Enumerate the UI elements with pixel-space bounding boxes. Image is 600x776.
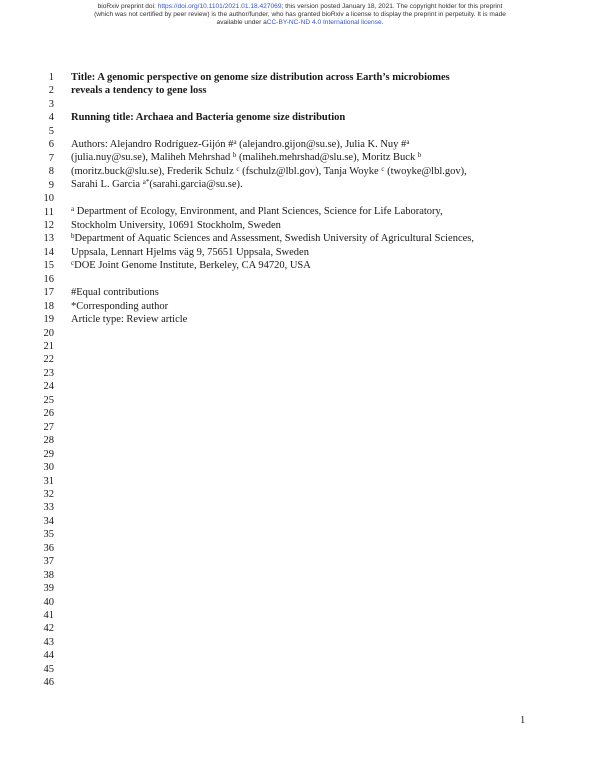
line-number: 40 bbox=[43, 596, 54, 608]
corresponding-author-note: *Corresponding author bbox=[71, 301, 169, 312]
line-number: 46 bbox=[43, 677, 54, 689]
affiliation-text: Department of Ecology, Environment, and Plant Sciences, Science for Life Laboratory, bbox=[74, 206, 443, 217]
doi-link[interactable]: https://doi.org/10.1101/2021.01.18.427069 bbox=[157, 3, 282, 10]
line-number: 26 bbox=[43, 408, 54, 420]
line-number: 41 bbox=[43, 610, 54, 621]
line-number: 11 bbox=[43, 206, 54, 218]
line-number: 16 bbox=[43, 273, 54, 285]
line-number: 39 bbox=[43, 583, 54, 595]
line-number: 9 bbox=[48, 179, 54, 191]
line-number: 15 bbox=[43, 260, 54, 272]
header-text: . bbox=[381, 19, 384, 27]
article-type: Article type: Review article bbox=[71, 314, 188, 325]
line-number: 20 bbox=[43, 327, 54, 339]
line-number: 19 bbox=[43, 314, 54, 326]
author-text: Sarahi L. Garcia bbox=[71, 179, 143, 190]
author-text: (maliheh.mehrshad@slu.se), Moritz Buck bbox=[236, 152, 418, 163]
preprint-header bbox=[0, 3, 600, 28]
line-number: 42 bbox=[43, 623, 54, 635]
line-number: 13 bbox=[43, 233, 54, 245]
line-number: 35 bbox=[43, 529, 54, 541]
authors-line-1 bbox=[71, 139, 409, 151]
line-number: 36 bbox=[43, 542, 54, 554]
author-text: (fschulz@lbl.gov), Tanja Woyke bbox=[239, 166, 382, 177]
line-number: 21 bbox=[43, 341, 54, 352]
license-link[interactable]: CC-BY-NC-ND 4.0 International license bbox=[266, 19, 382, 27]
line-number: 29 bbox=[43, 448, 54, 460]
affiliation-marker: b bbox=[417, 151, 422, 159]
affiliation-a-line-1 bbox=[71, 206, 443, 218]
affiliation-marker: c bbox=[381, 165, 385, 173]
line-number: 32 bbox=[43, 488, 54, 500]
author-text: (sarahi.garcia@su.se). bbox=[149, 179, 243, 190]
title-line-2: reveals a tendency to gene loss bbox=[71, 85, 207, 96]
author-text: Authors: Alejandro Rodríguez-Gijón # bbox=[71, 139, 234, 150]
header-text: available under a bbox=[216, 19, 267, 27]
line-number: 12 bbox=[43, 219, 54, 231]
header-text: bioRxiv preprint doi: bbox=[97, 3, 158, 10]
line-number: 31 bbox=[43, 475, 54, 487]
line-number: 18 bbox=[43, 300, 54, 312]
author-text: (twoyke@lbl.gov), bbox=[384, 166, 467, 177]
affiliation-a-line-2: Stockholm University, 10691 Stockholm, Sweden bbox=[71, 220, 281, 231]
line-number: 45 bbox=[43, 663, 54, 675]
line-number: 6 bbox=[48, 139, 54, 151]
line-number: 4 bbox=[48, 112, 54, 124]
title-line-1: Title: A genomic perspective on genome size distribution across Earth’s microbiomes bbox=[71, 72, 450, 83]
line-number: 10 bbox=[43, 193, 54, 205]
authors-line-3 bbox=[71, 166, 467, 178]
line-number: 7 bbox=[48, 152, 54, 164]
authors-line-4 bbox=[71, 179, 243, 191]
affiliation-b-line-1 bbox=[71, 233, 474, 245]
line-number: 2 bbox=[48, 85, 54, 97]
header-text: ; this version posted January 18, 2021. The copyright holder for this preprint bbox=[281, 3, 503, 10]
affiliation-marker: a bbox=[71, 205, 75, 213]
line-number: 34 bbox=[43, 515, 54, 527]
running-title: Running title: Archaea and Bacteria genome size distribution bbox=[71, 112, 346, 123]
line-number: 37 bbox=[43, 556, 54, 568]
line-number: 23 bbox=[43, 367, 54, 379]
line-number: 38 bbox=[43, 569, 54, 581]
line-number: 25 bbox=[43, 394, 54, 406]
line-number: 14 bbox=[43, 246, 54, 258]
affiliation-text: DOE Joint Genome Institute, Berkeley, CA 94720, USA bbox=[74, 260, 311, 271]
author-text: (julia.nuy@su.se), Maliheh Mehrshad bbox=[71, 152, 233, 163]
line-number: 22 bbox=[43, 354, 54, 366]
affiliation-marker: a bbox=[233, 138, 237, 146]
affiliation-c-line-1 bbox=[71, 260, 311, 272]
header-line-3 bbox=[0, 19, 600, 27]
line-number: 28 bbox=[43, 435, 54, 447]
line-number: 33 bbox=[43, 502, 54, 514]
author-text: (alejandro.gijon@su.se), Julia K. Nuy # bbox=[236, 139, 407, 150]
line-number: 30 bbox=[43, 462, 54, 474]
line-number: 17 bbox=[43, 287, 54, 299]
affiliation-marker: c bbox=[236, 165, 240, 173]
equal-contributions-note: #Equal contributions bbox=[71, 287, 159, 298]
header-line-1 bbox=[0, 3, 600, 11]
line-number: 5 bbox=[48, 125, 54, 137]
line-number: 43 bbox=[43, 636, 54, 648]
author-text: (moritz.buck@slu.se), Frederik Schulz bbox=[71, 166, 237, 177]
affiliation-marker: c bbox=[71, 259, 75, 267]
affiliation-b-line-2: Uppsala, Lennart Hjelms väg 9, 75651 Uppsala, Sweden bbox=[71, 247, 309, 258]
authors-line-2 bbox=[71, 152, 421, 164]
line-number: 8 bbox=[48, 166, 54, 178]
line-number: 24 bbox=[43, 381, 54, 393]
affiliation-text: Department of Aquatic Sciences and Assessment, Swedish University of Agricultural Sciences, bbox=[74, 233, 474, 244]
affiliation-marker: a bbox=[406, 138, 410, 146]
line-number: 3 bbox=[48, 98, 54, 110]
affiliation-marker: a* bbox=[142, 178, 150, 186]
line-number: 44 bbox=[43, 650, 54, 662]
affiliation-marker: b bbox=[71, 232, 75, 240]
header-line-2: (which was not certified by peer review) is the author/funder, who has granted bioRxiv a license to display the preprint in perpetuity. It is made bbox=[94, 11, 506, 19]
page-number: 1 bbox=[520, 715, 526, 726]
line-number: 1 bbox=[48, 72, 54, 83]
line-number: 27 bbox=[43, 421, 54, 433]
affiliation-marker: b bbox=[232, 151, 237, 159]
